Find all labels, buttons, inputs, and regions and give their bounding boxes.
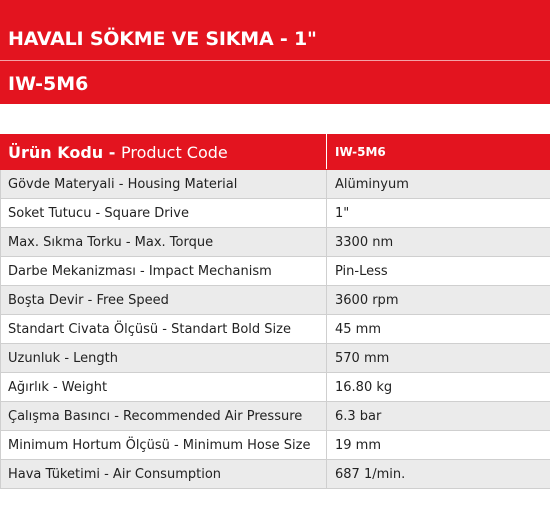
spec-value: 6.3 bar <box>327 402 550 431</box>
product-title: HAVALI SÖKME VE SIKMA - 1" <box>8 28 317 50</box>
table-row <box>1 257 550 286</box>
table-row <box>1 199 550 228</box>
spec-label: Ağırlık - Weight <box>1 373 327 402</box>
table-row <box>1 344 550 373</box>
table-row <box>1 402 550 431</box>
spec-value: 45 mm <box>327 315 550 344</box>
table-row <box>1 373 550 402</box>
table-row <box>1 315 550 344</box>
spec-value: 19 mm <box>327 431 550 460</box>
spec-label: Çalışma Basıncı - Recommended Air Pressure <box>1 402 327 431</box>
table-header-row <box>1 135 550 170</box>
spec-value: 1" <box>327 199 550 228</box>
spec-value: Pin-Less <box>327 257 550 286</box>
spec-label: Hava Tüketimi - Air Consumption <box>1 460 327 489</box>
table-row <box>1 431 550 460</box>
table-row <box>1 228 550 257</box>
spec-table <box>0 134 550 489</box>
spec-label: Soket Tutucu - Square Drive <box>1 199 327 228</box>
spec-label: Gövde Materyali - Housing Material <box>1 170 327 199</box>
spec-label: Max. Sıkma Torku - Max. Torque <box>1 228 327 257</box>
table-row <box>1 170 550 199</box>
header-model-code: IW-5M6 <box>335 144 386 159</box>
spec-label: Uzunluk - Length <box>1 344 327 373</box>
spec-label: Darbe Mekanizması - Impact Mechanism <box>1 257 327 286</box>
table-row <box>1 286 550 315</box>
spec-value: Alüminyum <box>327 170 550 199</box>
spec-value: 687 1/min. <box>327 460 550 489</box>
spec-label: Boşta Devir - Free Speed <box>1 286 327 315</box>
table-row <box>1 460 550 489</box>
header-label-cell <box>1 135 327 170</box>
spec-label: Minimum Hortum Ölçüsü - Minimum Hose Size <box>1 431 327 460</box>
spec-value: 3300 nm <box>327 228 550 257</box>
product-model-banner <box>0 61 550 104</box>
header-value-cell <box>327 135 550 170</box>
header-label-light: Product Code <box>120 142 228 162</box>
header-label-bold: Ürün Kodu - <box>8 142 121 162</box>
spec-value: 16.80 kg <box>327 373 550 402</box>
product-model: IW-5M6 <box>8 73 89 95</box>
product-title-banner <box>0 0 550 60</box>
spec-value: 570 mm <box>327 344 550 373</box>
spec-value: 3600 rpm <box>327 286 550 315</box>
spec-label: Standart Civata Ölçüsü - Standart Bold Size <box>1 315 327 344</box>
